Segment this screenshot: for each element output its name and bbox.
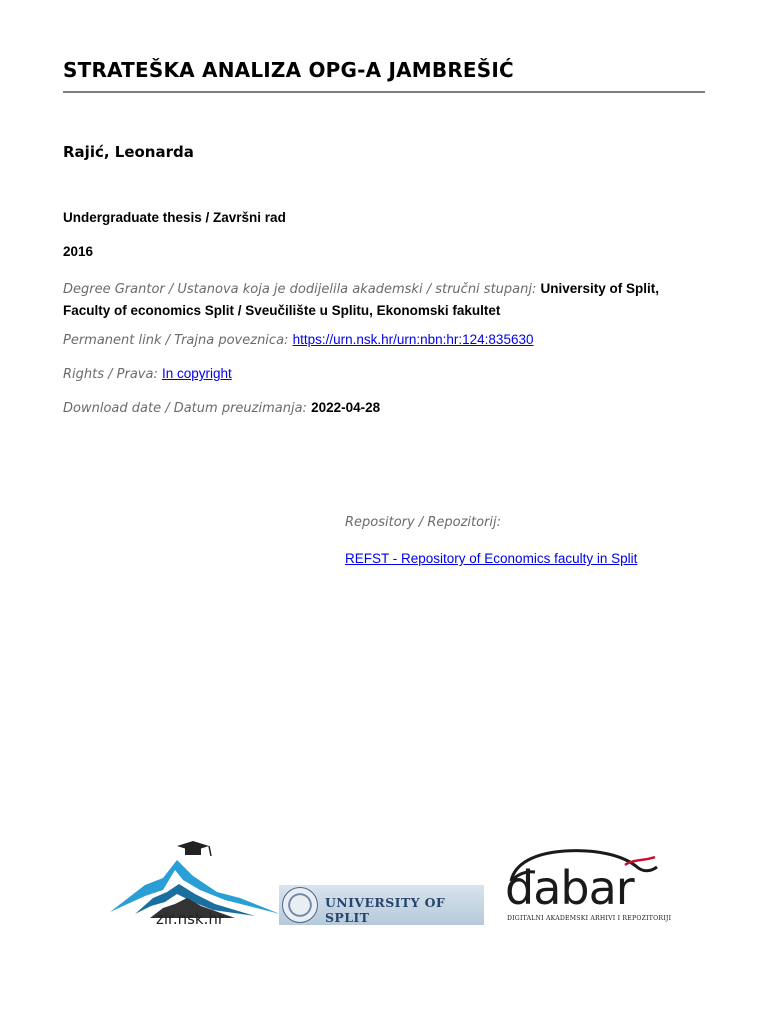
university-logo-text: UNIVERSITY OF SPLIT [325,895,446,925]
rights-link[interactable]: In copyright [161,366,232,381]
repository-link[interactable]: REFST - Repository of Economics faculty in Split [345,551,638,566]
thesis-year: 2016 [63,244,94,259]
degree-grantor [63,278,693,322]
download-date-label: Download date / Datum preuzimanja: [63,401,307,416]
dabar-logo-subtitle: DIGITALNI AKADEMSKI ARHIVI I REPOZITORIJI [507,915,672,922]
download-date [63,400,380,416]
footer-logos [0,830,768,940]
university-seal-icon [282,887,318,923]
permanent-link-label: Permanent link / Trajna poveznica: [63,333,289,348]
zir-logo-text: zir.nsk.hr [156,910,225,928]
degree-grantor-value: University of Split, Faculty of economics Split / Sveučilište u Splitu, Ekonomski fakultet [63,281,660,318]
permanent-link-url[interactable]: https://urn.nsk.hr/urn:nbn:hr:124:835630 [292,332,534,347]
download-date-value: 2022-04-28 [311,400,381,415]
author-name: Rajić, Leonarda [63,143,194,161]
zir-logo-icon [105,840,285,920]
title-divider [63,91,705,93]
rights [63,366,232,382]
degree-grantor-label: Degree Grantor / Ustanova koja je dodijelila akademski / stručni stupanj: [63,282,537,297]
repository-label: Repository / Repozitorij: [345,515,502,530]
permanent-link [63,332,533,348]
university-of-split-logo [279,885,484,925]
dabar-logo-text: dabar [505,861,634,915]
rights-label: Rights / Prava: [63,367,158,382]
thesis-type: Undergraduate thesis / Završni rad [63,210,286,225]
document-title: STRATEŠKA ANALIZA OPG-A JAMBREŠIĆ [63,58,514,82]
